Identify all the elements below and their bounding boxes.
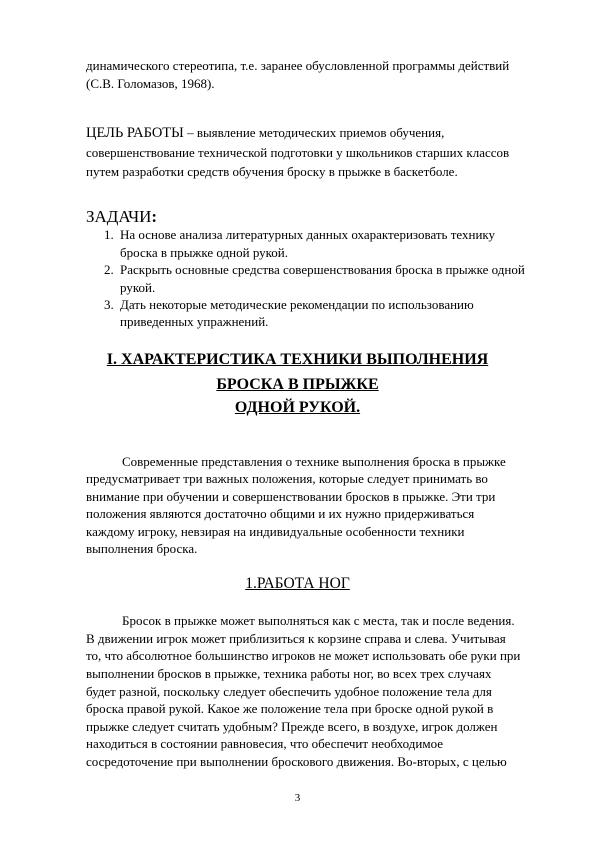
- task-line: Дать некоторые методические рекомендации по использованию: [120, 297, 474, 312]
- paragraph-line: то, что абсолютное большинство игроков не может использовать обе руки при: [86, 648, 521, 663]
- goal-text: – выявление методических приемов обучения,: [183, 125, 445, 140]
- task-number: 3.: [104, 297, 114, 312]
- tasks-heading-colon: :: [151, 207, 158, 226]
- goal-first-line: [86, 125, 444, 141]
- paragraph-line: Бросок в прыжке может выполняться как с места, так и после ведения.: [122, 613, 515, 628]
- task-number: 2.: [104, 262, 114, 277]
- goal-line: путем разработки средств обучения броску в прыжке в баскетболе.: [86, 164, 458, 179]
- page-number: 3: [294, 792, 301, 804]
- paragraph-line: В движении игрок может приблизиться к корзине справа и слева. Учитывая: [86, 631, 506, 646]
- paragraph-line: каждому игроку, невзирая на индивидуальные особенности техники: [86, 524, 465, 539]
- paragraph-line: Современные представления о технике выполнения броска в прыжке: [122, 454, 506, 469]
- task-line: Раскрыть основные средства совершенствования броска в прыжке одной: [120, 262, 525, 277]
- paragraph-line: выполнения броска.: [86, 541, 198, 556]
- paragraph-line: будет разной, поскольку следует обеспечить удобное положение тела для: [86, 684, 492, 699]
- paragraph-line: выполнении бросков в прыжке, техника работы ног, во всех трех случаях: [86, 666, 492, 681]
- task-line: приведенных упражнений.: [120, 314, 269, 329]
- paragraph-line: броска правой рукой. Какое же положение тела при броске одной рукой в: [86, 701, 494, 716]
- tasks-heading: [86, 207, 157, 227]
- paragraph-line: прыжке следует считать удобным? Прежде всего, в воздухе, игрок должен: [86, 719, 498, 734]
- section-title: I. ХАРАКТЕРИСТИКА ТЕХНИКИ ВЫПОЛНЕНИЯ: [106, 351, 489, 368]
- paragraph-line: предусматривает три важных положения, которые следует принимать во: [86, 471, 488, 486]
- task-line: На основе анализа литературных данных охарактеризовать технику: [120, 227, 496, 242]
- goal-heading: ЦЕЛЬ РАБОТЫ: [86, 125, 184, 141]
- section-title: БРОСКА В ПРЫЖКЕ: [216, 376, 379, 393]
- paragraph-line: сосредоточение при выполнении броскового движения. Во-вторых, с целью: [86, 754, 507, 769]
- paragraph-line: положения являются достаточно общими и их нужно придерживаться: [86, 506, 475, 521]
- paragraph-line: находиться в состоянии равновесия, что обеспечит необходимое: [86, 736, 444, 751]
- task-number: 1.: [104, 227, 114, 242]
- task-line: рукой.: [120, 280, 156, 295]
- tasks-heading-text: ЗАДАЧИ: [86, 207, 152, 226]
- task-line: броска в прыжке одной рукой.: [120, 245, 289, 260]
- paragraph-line: внимание при обучении и совершенствовании бросков в прыжке. Эти три: [86, 489, 496, 504]
- intro-line: динамического стереотипа, т.е. заранее обусловленной программы действий: [86, 58, 510, 73]
- intro-line: (С.В. Голомазов, 1968).: [86, 76, 215, 91]
- section-title: ОДНОЙ РУКОЙ.: [234, 399, 361, 416]
- goal-line: совершенствование технической подготовки у школьников старших классов: [86, 145, 510, 160]
- subsection-title: 1.РАБОТА НОГ: [245, 575, 350, 592]
